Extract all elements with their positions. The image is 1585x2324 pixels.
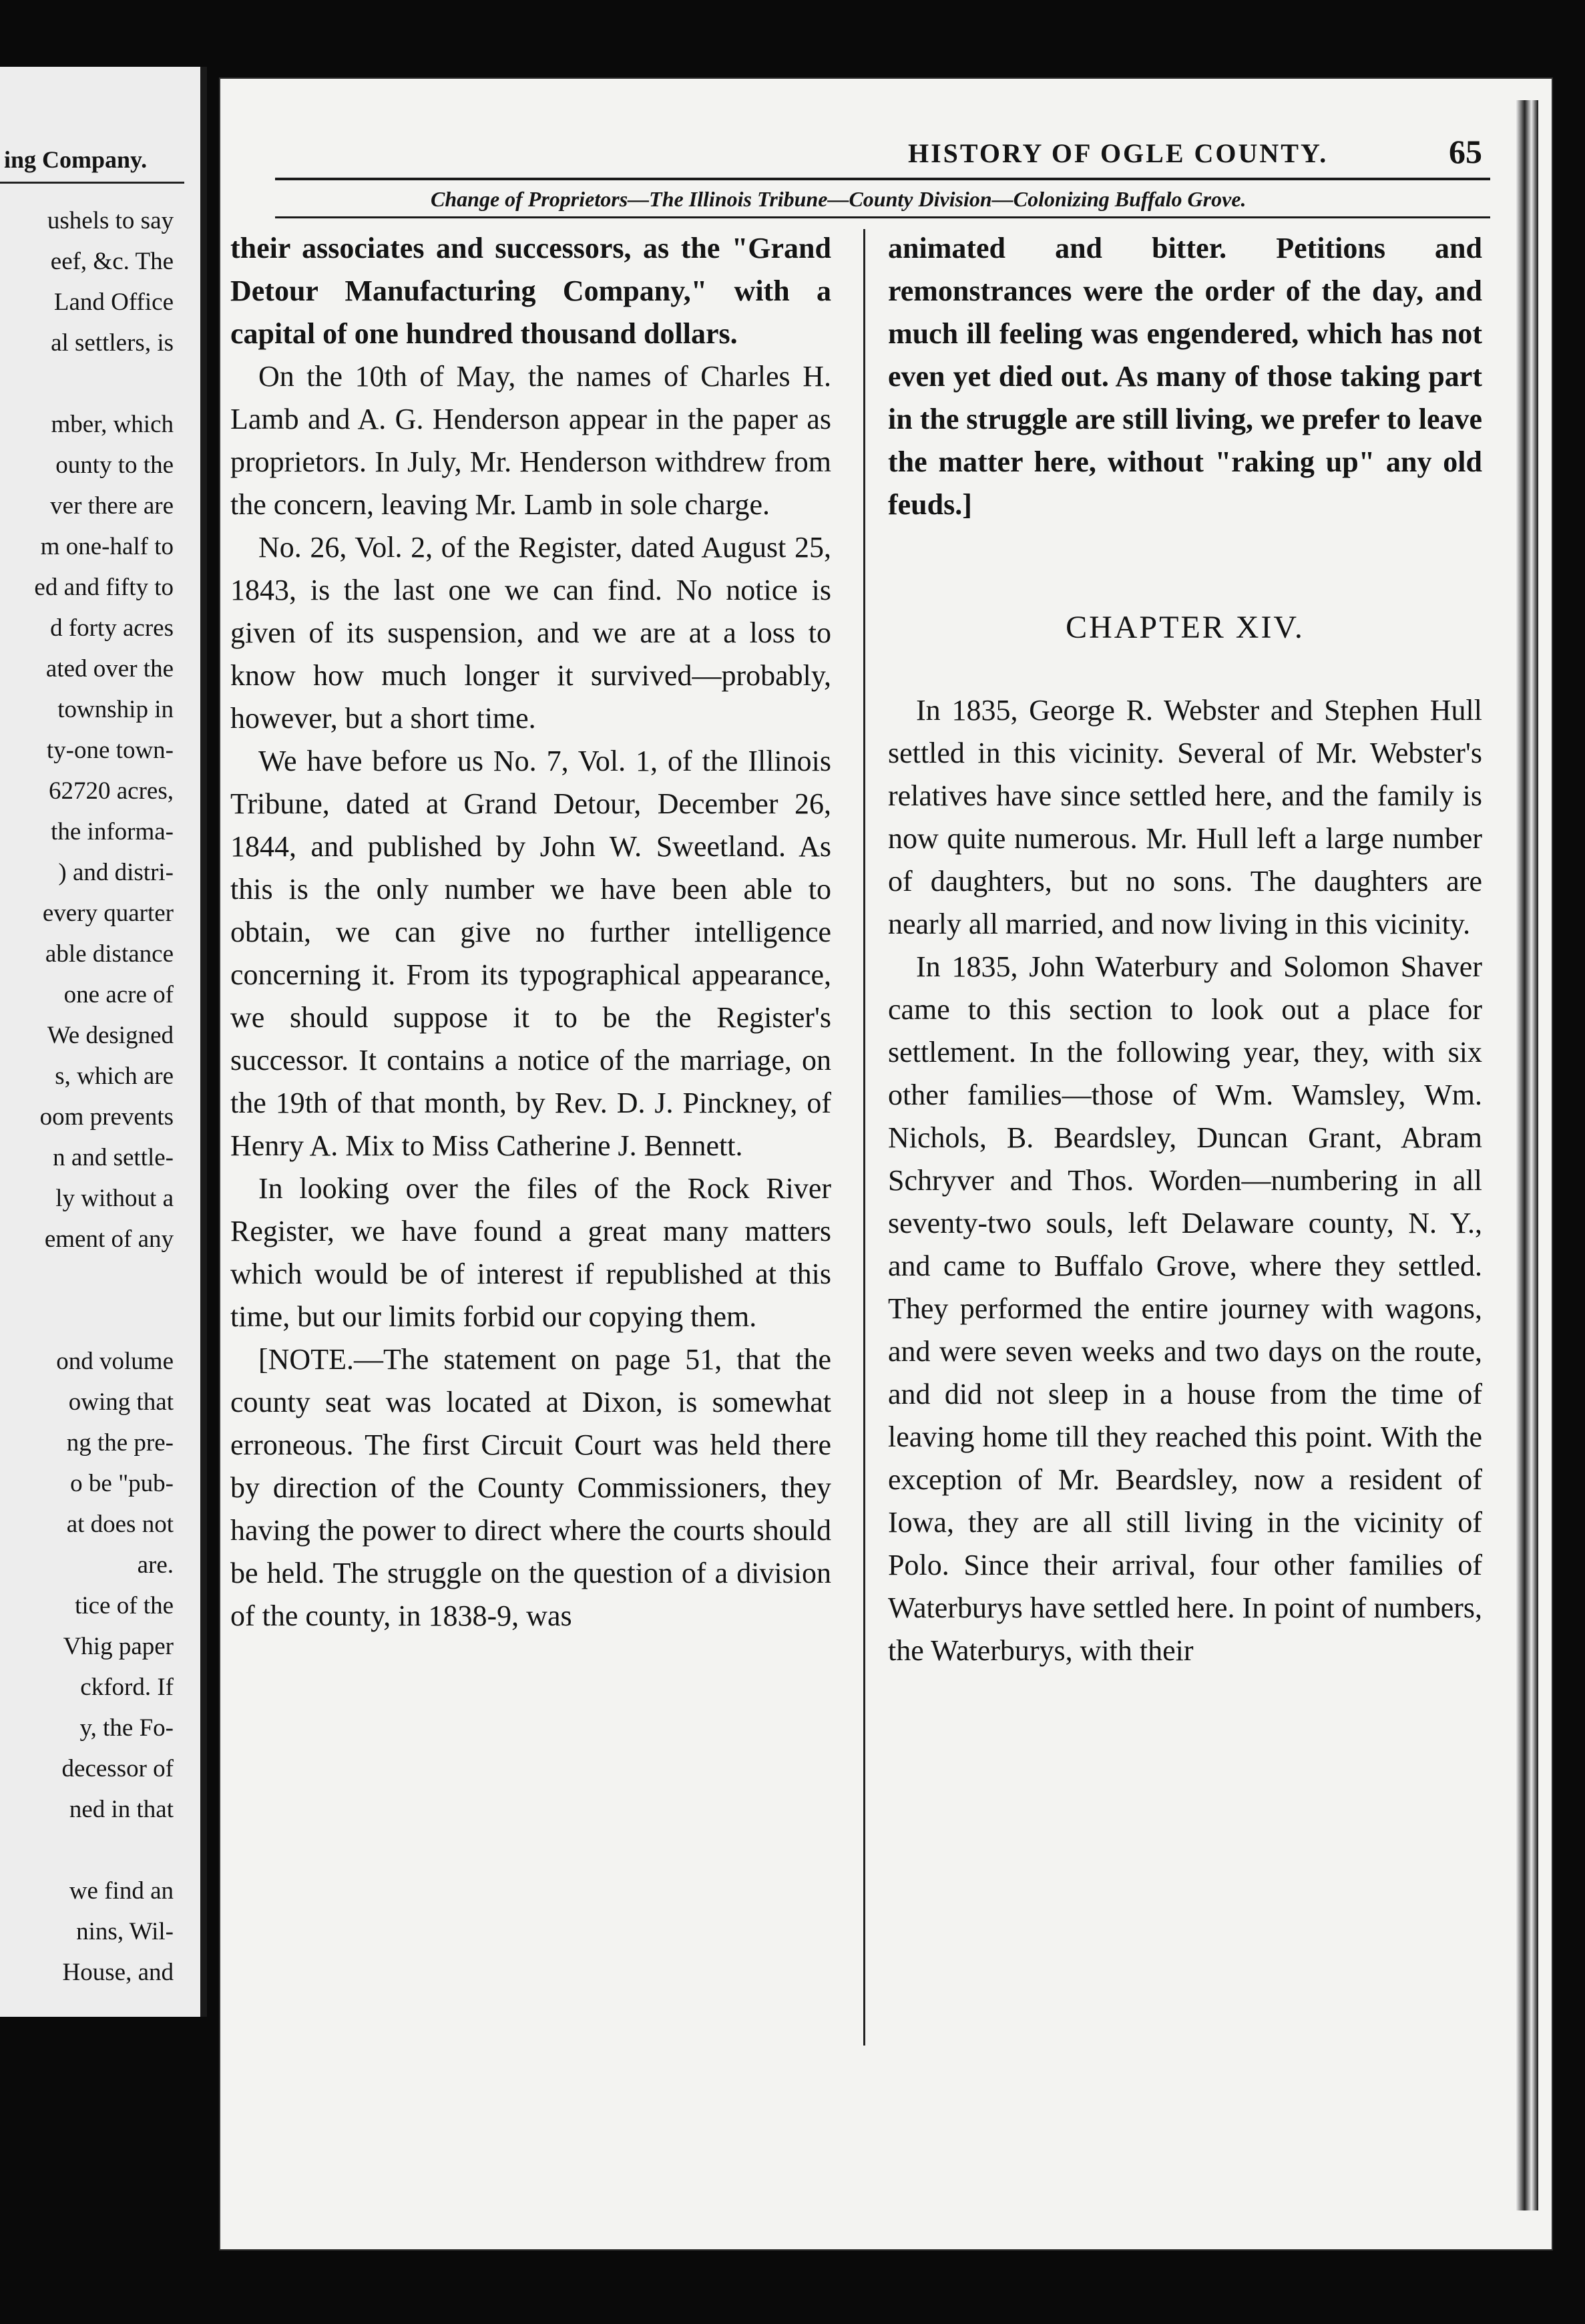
previous-page-line: oom prevents: [39, 1103, 174, 1131]
previous-page-header: ing Company.: [0, 146, 184, 184]
previous-page-line: y, the Fo-: [79, 1714, 174, 1742]
previous-page-line: ckford. If: [80, 1674, 174, 1701]
previous-page-line: ushels to say: [47, 207, 174, 234]
previous-page-line: m one-half to: [40, 533, 174, 560]
book-page: [220, 79, 1552, 2249]
paragraph: their associates and successors, as the "Grand Detour Manufacturing Company," with a capital of one hundred thousand dollars.: [230, 232, 831, 350]
previous-page-line: ly without a: [55, 1185, 174, 1212]
previous-page-line: ond volume: [56, 1348, 174, 1375]
previous-page-line: mber, which: [51, 411, 174, 438]
page-number: 65: [1449, 133, 1482, 170]
previous-page-line: Vhig paper: [63, 1633, 174, 1660]
previous-page-line: ement of any: [44, 1225, 174, 1253]
previous-page-line: ounty to the: [55, 451, 174, 479]
previous-page-line: ty-one town-: [46, 737, 174, 764]
previous-page-line: we find an: [69, 1877, 174, 1905]
paragraph: [NOTE.—The statement on page 51, that the county seat was located at Dixon, is somewhat erroneous. The first Circuit Court was held there by direction of the County Commissioners, they having the power to direct where the courts should be held. The struggle on the question of a division of the county, in 1838-9, was: [230, 1343, 831, 1632]
previous-page-line: House, and: [62, 1959, 174, 1986]
running-head: HISTORY OF OGLE COUNTY.: [908, 138, 1329, 168]
paragraph: We have before us No. 7, Vol. 1, of the Illinois Tribune, dated at Grand Detour, December 26, 1844, and published by John W. Sweetland. As this is the only number we have been able to obtain, we can give no further intelligence concerning it. From its typographical appearance, we should suppose it to be the Register's successor. It contains a notice of the marriage, on the 19th of that month, by Rev. D. J. Pinckney, of Henry A. Mix to Miss Catherine J. Bennett.: [230, 745, 831, 1162]
previous-page-line: tice of the: [75, 1592, 174, 1619]
previous-page-line: are.: [137, 1551, 174, 1579]
previous-page-line: s, which are: [55, 1062, 174, 1090]
previous-page-line: township in: [57, 696, 174, 723]
previous-page-line: ver there are: [50, 492, 174, 520]
previous-page-line: n and settle-: [53, 1144, 174, 1171]
paragraph: On the 10th of May, the names of Charles H. Lamb and A. G. Henderson appear in the paper as proprietors. In July, Mr. Henderson withdrew from the concern, leaving Mr. Lamb in sole charge.: [230, 360, 831, 521]
previous-page-line: one acre of: [63, 981, 174, 1008]
previous-page-line: d forty acres: [50, 614, 174, 642]
previous-page-line: every quarter: [42, 900, 174, 927]
previous-page-line: 62720 acres,: [49, 777, 174, 805]
previous-page-line: Land Office: [53, 288, 174, 316]
paragraph: animated and bitter. Petitions and remonstrances were the order of the day, and much ill feeling was engendered, which has not even yet died out. As many of those taking part in the struggle are still living, we prefer to leave the matter here, without "raking up" any old feuds.]: [888, 232, 1482, 521]
paragraph: In looking over the files of the Rock River Register, we have found a great many matters which would be of interest if republished at this time, but our limits forbid our copying them.: [230, 1172, 831, 1333]
column-divider: [863, 229, 865, 2046]
previous-page-line: ned in that: [69, 1796, 174, 1823]
previous-page-line: ng the pre-: [66, 1429, 174, 1457]
previous-page-line: decessor of: [61, 1755, 174, 1782]
page-subhead: Change of Proprietors—The Illinois Tribune—County Division—Colonizing Buffalo Grove.: [431, 187, 1247, 211]
right-column: [888, 227, 1482, 1672]
previous-page-line: ated over the: [45, 655, 174, 683]
previous-page-line: eef, &c. The: [50, 248, 174, 275]
previous-page-line: at does not: [66, 1511, 174, 1538]
previous-page-line: al settlers, is: [51, 329, 174, 357]
book-spine-edge: [1516, 100, 1538, 2210]
header-rule-bottom: [275, 216, 1490, 218]
previous-page-line: We designed: [47, 1022, 174, 1049]
previous-page-line: owing that: [68, 1388, 174, 1416]
previous-page-line: o be "pub-: [70, 1470, 174, 1497]
previous-page-fragment: [0, 67, 207, 2017]
paragraph: In 1835, George R. Webster and Stephen Hull settled in this vicinity. Several of Mr. Webster's relatives have since settled here, and the family is now quite numerous. Mr. Hull left a large number of daughters, but no sons. The daughters are nearly all married, and now living in this vicinity.: [888, 694, 1482, 940]
previous-page-line: able distance: [45, 940, 174, 968]
previous-page-line: ) and distri-: [58, 859, 174, 886]
left-column: [230, 227, 831, 1637]
paragraph: No. 26, Vol. 2, of the Register, dated August 25, 1843, is the last one we can find. No notice is given of its suspension, and we are at a loss to know how much longer it survived—probably, however, but a short time.: [230, 531, 831, 735]
previous-page-line: the informa-: [51, 818, 174, 845]
header-rule-top: [275, 178, 1490, 180]
previous-page-line: ed and fifty to: [34, 574, 174, 601]
paragraph: In 1835, John Waterbury and Solomon Shaver came to this section to look out a place for settlement. In the following year, they, with six other families—those of Wm. Wamsley, Wm. Nichols, B. Beardsley, Duncan Grant, Abram Schryver and Thos. Worden—numbering in all seventy-two souls, left Delaware county, N. Y., and came to Buffalo Grove, where they settled. They performed the entire journey with wagons, and were seven weeks and two days on the route, and did not sleep in a house from the time of leaving home till they reached this point. With the exception of Mr. Beardsley, now a resident of Iowa, they are all still living in the vicinity of Polo. Since their arrival, four other families of Waterburys have settled here. In point of numbers, the Waterburys, with their: [888, 950, 1482, 1667]
chapter-title: CHAPTER XIV.: [1066, 610, 1305, 645]
previous-page-line: nins, Wil-: [76, 1918, 174, 1945]
